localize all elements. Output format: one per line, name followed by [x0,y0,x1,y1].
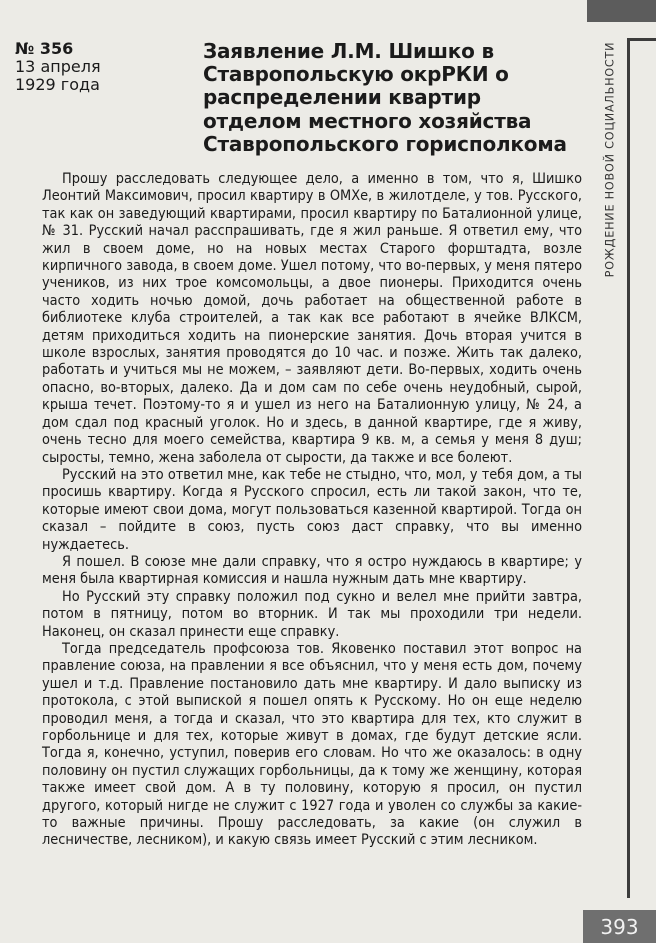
section-side-label [598,38,622,280]
document-date-day: 13 апреля [15,57,101,76]
body-paragraph: Тогда председатель профсоюза тов. Яковенко поставил этот вопрос на правление союза, на правлении я все объяснил, что у меня есть дом, почему ушел и т.д. Правление постановило дать мне квартиру. И дало выписку из протокола, с этой выпиской я пошел опять к Русскому. Но он еще неделю проводил меня, а тогда и сказал, что это квартира для тех, кто служит в горбольнице и для тех, которые живут в домах, где будут детские ясли. Тогда я, конечно, уступил, поверив его словам. Но что же оказалось: в одну половину он пустил служащих горбольницы, да к тому же женщину, которая также имеет свой дом. А в ту половину, которую я просил, он пустил другого, который нигде не служит с 1927 года и уволен со службы за какие-то важные причины. Прошу расследовать, за какие (он служил в лесничестве, лесником), и какую связь имеет Русский с этим лесником. [42,640,582,849]
body-paragraph: Но Русский эту справку положил под сукно и велел мне прийти завтра, потом в пятницу, потом во вторник. И так мы проходили три недели. Наконец, он сказал принести еще справку. [42,588,582,640]
side-frame-decoration [627,38,656,898]
section-side-label-text: РОЖДЕНИЕ НОВОЙ СОЦИАЛЬНОСТИ [603,41,617,277]
corner-tab-decoration [587,0,656,22]
document-title: Заявление Л.М. Шишко в Ставропольскую окрРКИ о распределении квартир отделом местного хозяйства Ставропольского горисполкома [203,39,567,156]
document-body [42,171,582,850]
body-paragraph: Русский на это ответил мне, как тебе не стыдно, что, мол, у тебя дом, а ты просишь квартиру. Когда я Русского спросил, есть ли такой закон, что те, которые имеют свои дома, могут пользоваться казенной квартирой. Тогда он сказал – пойдите в союз, пусть союз даст справку, что вы именно нуждаетесь. [42,466,582,553]
body-paragraph: Прошу расследовать следующее дело, а именно в том, что я, Шишко Леонтий Максимович, просил квартиру в ОМХе, в жилотделе, у тов. Русского, так как он заведующий квартирами, просил квартиру по Баталионной улице, № 31. Русский начал расспрашивать, где я жил раньше. Я ответил ему, что жил в своем доме, но на новых местах Старого форштадта, возле кирпичного завода, в своем доме. Ушел потому, что во-первых, у меня пятеро учеников, из них трое комсомольцы, а двое пионеры. Приходится очень часто ходить ночью домой, дочь работает на общественной работе в библиотеке клуба строителей, а так как все работают в ячейке ВЛКСМ, детям приходиться ходить на пионерские занятия. Дочь вторая учится в школе взрослых, занятия проводятся до 10 час. и позже. Жить так далеко, работать и учиться мы не можем, – заявляют дети. Во-первых, ходить очень опасно, во-вторых, далеко. Да и дом сам по себе очень неудобный, сырой, крыша течет. Поэтому-то я и ушел из него на Баталионную улицу, № 24, а дом сдал под красный уголок. Но и здесь, в данной квартире, где я живу, очень тесно для моего семейства, квартира 9 кв. м, а семья у меня 8 душ; сыросты, темно, жена заболела от сырости, да также и все болеют. [42,171,582,466]
document-meta [15,40,185,94]
document-date-year: 1929 года [15,75,100,94]
page-number: 393 [583,910,656,943]
body-paragraph: Я пошел. В союзе мне дали справку, что я остро нуждаюсь в квартире; у меня была квартирная комиссия и нашла нужным дать мне квартиру. [42,553,582,588]
document-number: № 356 [15,39,74,58]
